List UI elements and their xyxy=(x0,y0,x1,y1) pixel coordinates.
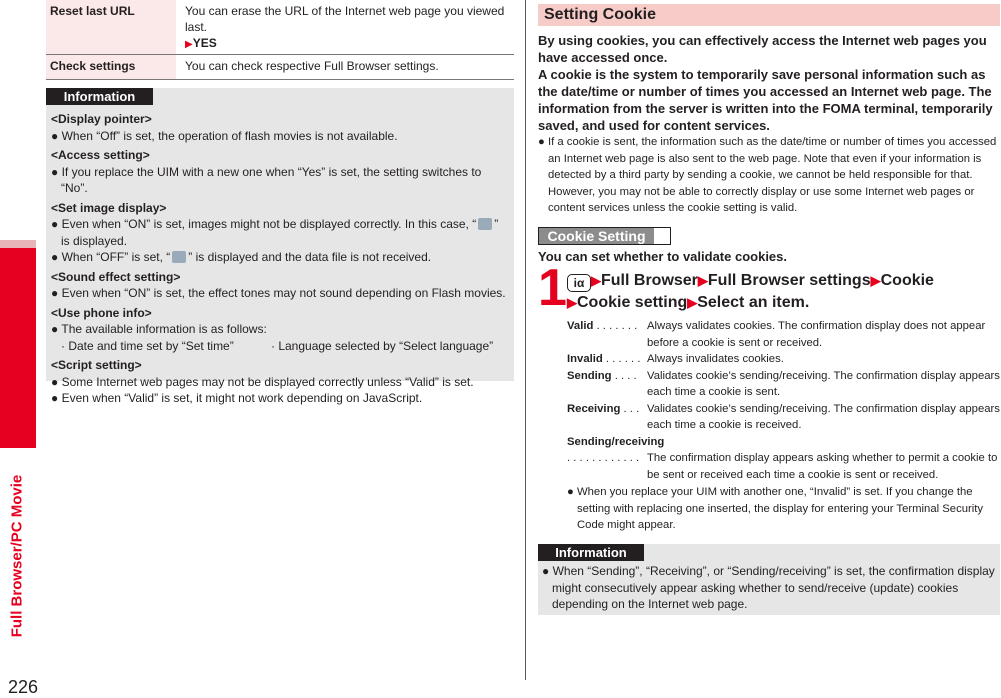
row-description: You can check respective Full Browser settings. xyxy=(185,59,439,73)
table-row xyxy=(46,0,514,55)
row-description: You can erase the URL of the Internet web page you viewed last. ▶YES xyxy=(185,4,505,50)
column-divider xyxy=(525,0,526,680)
option-list xyxy=(567,318,1001,534)
row-label: Check settings xyxy=(46,55,176,79)
display-pointer-heading: <Display pointer> xyxy=(51,112,152,126)
row-label: Reset last URL xyxy=(46,0,176,54)
list-item: Sending/receiving . . . . . . . . . . . . The confirmation display appears asking whether to permit a cookie to be sent or received each time a cookie is sent or received. xyxy=(567,435,998,481)
information-box: Information <Display pointer> ● When “Off” is set, the operation of flash movies is not available. <Access setting> ● If you replace the UIM with a new one when “Yes” is set, the setting switches to “No”. <Set image display> ● Even when “ON” is set, images might not be displayed correctly. In this case, “ ” is displayed. ● When “OFF” is set, “ ” is displayed and the data file is not received. <Sound effect setting> ● Even when “ON” is set, the effect tones may not sound depending on Flash movies. <Use phone info> ● The available information is as follows: · Date and time set by “Set time” · Language selected by “Select language” <Script setting> ● Some Internet web pages may not be displayed correctly unless “Valid” is set. ● Even when “Valid” is set, it might not work depending on JavaScript. xyxy=(46,88,514,381)
information-tag: Information xyxy=(46,88,153,105)
list-item: Valid . . . . . . . Always validates cookies. The confirmation display does not appear before a cookie is sent or received. xyxy=(567,320,986,349)
sidebar-accent xyxy=(0,240,36,248)
phone-info-heading: <Use phone info> xyxy=(51,305,152,320)
image-not-received-icon xyxy=(172,251,186,263)
cookie-setting-tag: Cookie Setting xyxy=(538,227,671,245)
access-setting-heading: <Access setting> xyxy=(51,148,150,162)
triangle-icon: ▶ xyxy=(687,295,698,310)
triangle-icon: ▶ xyxy=(185,39,193,50)
list-item: Invalid . . . . . . Always invalidates cookies. xyxy=(567,353,784,365)
triangle-icon: ▶ xyxy=(591,273,601,288)
triangle-icon: ▶ xyxy=(697,273,708,288)
table-row xyxy=(46,55,514,80)
script-setting-heading: <Script setting> xyxy=(51,358,142,372)
information-tag: Information xyxy=(538,544,644,561)
chapter-title: Full Browser/PC Movie xyxy=(8,474,26,638)
triangle-icon: ▶ xyxy=(567,295,577,310)
step-instructions: iα ▶Full Browser▶Full Browser settings▶Cookie ▶Cookie setting▶Select an item. xyxy=(567,272,934,311)
section-header: Setting Cookie xyxy=(538,4,1000,26)
list-item: Receiving . . . Validates cookie’s sending/receiving. The confirmation display appears each time a cookie is received. xyxy=(567,402,1000,431)
image-display-heading: <Set image display> xyxy=(51,200,167,215)
intro-text: By using cookies, you can effectively access the Internet web pages you have accessed once. A cookie is the system to temporarily save personal information such as the date/time or number of times you accessed an Internet web page. The information from the server is written into the FOMA terminal, temporarily saved, and used for content services. xyxy=(538,33,993,133)
image-error-icon xyxy=(478,218,492,230)
information-box: Information ● When “Sending”, “Receiving”, or “Sending/receiving” is set, the confirmation display might consecutively appear asking whether to send/receive (update) cookies depending on the Internet web page. xyxy=(538,544,1000,615)
list-item: Sending . . . . Validates cookie’s sending/receiving. The confirmation display appears each time a cookie is sent. xyxy=(567,369,1000,398)
sound-effect-heading: <Sound effect setting> xyxy=(51,269,181,284)
uim-note: ● When you replace your UIM with another one, “Invalid” is set. If you change the setting with replacing one inserted, the display for entering your Terminal Security Code might appear. xyxy=(567,486,984,531)
sidebar-tab xyxy=(0,248,36,448)
page-number: 226 xyxy=(8,677,39,697)
validate-text: You can set whether to validate cookies. xyxy=(538,249,787,264)
settings-table xyxy=(46,0,514,80)
triangle-icon: ▶ xyxy=(870,273,881,288)
cookie-note: ● If a cookie is sent, the information such as the date/time or number of times you accessed an Internet web page is also sent to the web page. Note that even if your information is detected by a third party by sending a cookie, we cannot be held responsible for that. However, you may not be able to correctly display or use some Internet web pages or content services unless the cookie setting is valid. xyxy=(538,136,997,214)
i-mode-key-icon: iα xyxy=(567,274,591,292)
step-number: 1 xyxy=(538,259,567,317)
